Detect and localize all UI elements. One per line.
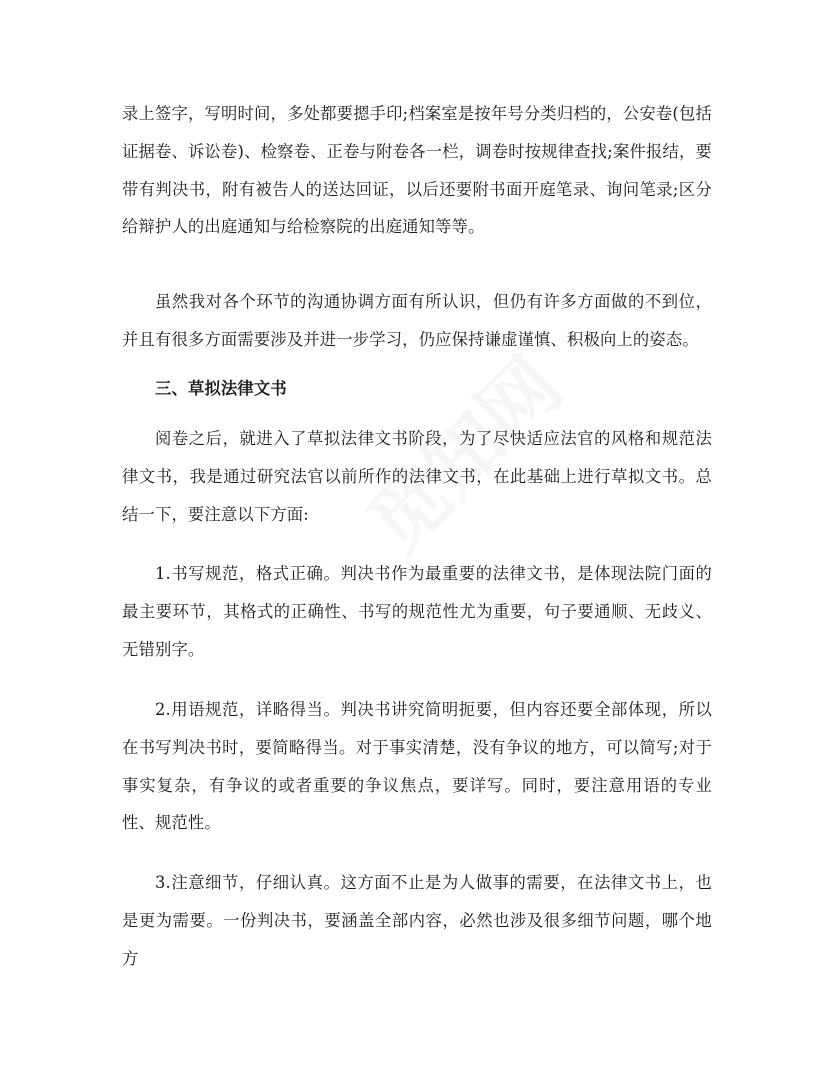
paragraph-communication-reflection: 虽然我对各个环节的沟通协调方面有所认识，但仍有许多方面做的不到位，并且有很多方面需要涉及并进一步学习，仍应保持谦虚谨慎、积极向上的姿态。 xyxy=(122,292,712,349)
paragraph-drafting-intro: 阅卷之后，就进入了草拟法律文书阶段，为了尽快适应法官的风格和规范法律文书，我是通过研究法官以前所作的法律文书，在此基础上进行草拟文书。总结一下，要注意以下方面: xyxy=(122,429,712,524)
paragraph-point-3-details: 3.注意细节，仔细认真。这方面不止是为人做事的需要，在法律文书上，也是更为需要。一份判决书，要涵盖全部内容，必然也涉及很多细节问题，哪个地方 xyxy=(122,873,712,968)
section-heading-drafting-legal-documents: 三、草拟法律文书 xyxy=(155,379,287,398)
paragraph-point-1-format: 1.书写规范，格式正确。判决书作为最重要的法律文书，是体现法院门面的最主要环节，其格式的正确性、书写的规范性尤为重要，句子要通顺、无歧义、无错别字。 xyxy=(122,564,712,659)
paragraph-archive-procedures: 录上签字，写明时间，多处都要摁手印;档案室是按年号分类归档的，公安卷(包括证据卷、诉讼卷)、检察卷、正卷与附卷各一栏，调卷时按规律查找;案件报结，要带有判决书，附有被告人的送达回证，以后还要附书面开庭笔录、询问笔录;区分给辩护人的出庭通知与给检察院的出庭通知等等。 xyxy=(122,104,712,237)
paragraph-point-2-language: 2.用语规范，详略得当。判决书讲究简明扼要，但内容还要全部体现，所以在书写判决书时，要简略得当。对于事实清楚，没有争议的地方，可以简写;对于事实复杂，有争议的或者重要的争议焦点，要详写。同时，要注意用语的专业性、规范性。 xyxy=(122,700,712,833)
